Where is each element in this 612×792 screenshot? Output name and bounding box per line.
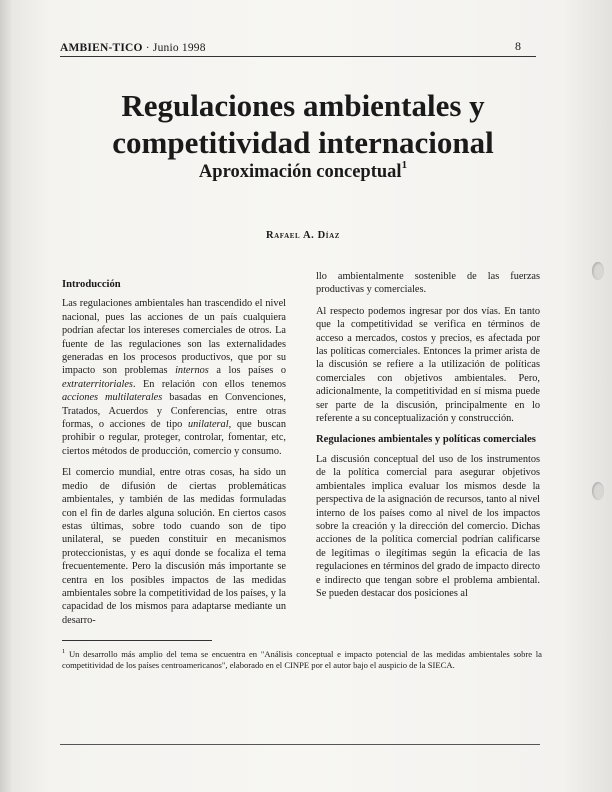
paragraph: Al respecto podemos ingresar por dos vías. En tanto que la competitividad se verifica en términos de acceso a mercados, costos y precios, es afectada por las políticas comerciales. Entonces la primer arista de la discusión se refiere a la utilización de políticas comerciales con objetivos ambientales. Pero, adicionalmente, la competitividad en sí misma puede ser parte de la discusión, principalmente en lo referente a su conceptualización y construcción. (316, 305, 540, 425)
italic-term: extraterritoriales (62, 378, 133, 390)
article-subtitle (60, 159, 546, 183)
italic-term: acciones multilaterales (62, 392, 163, 404)
page-number: 8 (515, 39, 521, 53)
article-title-line2: competitividad internacional (112, 125, 494, 160)
article-author: Rafael A. Díaz (265, 230, 341, 241)
footer-rule (60, 744, 540, 745)
punch-hole (592, 262, 604, 280)
footnote-reference: 1 (401, 159, 408, 171)
text-run: . En relación con ellos tenemos (132, 378, 286, 390)
paragraph: El comercio mundial, entre otras cosas, ha sido un medio de difusión de ciertas problemáticas ambientales, y también de las medidas formuladas con el fin de darles alguna solución. En ciertos casos estas últimas, sobre todo cuando son de tipo unilateral, se pueden constituir en mecanismos proteccionistas, y es aquí donde se focaliza el tema frecuentemente. Pero la discusión más importante se centra en los posibles impactos de las medidas ambientales sobre la competitividad de los países, y la capacidad de los mismos para adaptarse mediante un desarro- (62, 467, 286, 626)
header-rule (60, 56, 536, 57)
right-column (316, 270, 540, 608)
text-run: a los países o (208, 365, 286, 377)
subtitle-text: Aproximación conceptual (198, 162, 402, 182)
text-run: basadas en Convenciones, Tratados, Acuerdos y Conferencias, entre otras formas, o acciones de tipo (62, 392, 286, 431)
publication-name: AMBIEN-TICO (60, 42, 143, 54)
footnote-mark: 1 (62, 648, 66, 655)
paragraph: La discusión conceptual del uso de los instrumentos de la política comercial para asegurar objetivos ambientales implica evaluar los mismos desde la perspectiva de la asignación de recursos, tanto al nivel interno de los países como al nivel de los impactos sobre la creación y la dirección del comercio. Dichas acciones de la política comercial podrían calificarse de legítimas o ilegítimas según la eficacia de las regulaciones en términos del grado de impacto directo e indirecto que tengan sobre el problema ambiental. Se pueden destacar dos posiciones al (316, 453, 540, 599)
italic-term: unilateral (187, 419, 229, 431)
italic-term: internos (175, 365, 209, 377)
left-column (62, 276, 286, 635)
publication-date: · Junio 1998 (145, 42, 206, 54)
section-heading-regulaciones: Regulaciones ambientales y políticas comerciales (316, 434, 536, 446)
page-shadow-edge (0, 0, 14, 792)
article-title-line1: Regulaciones ambientales y (121, 88, 485, 123)
paragraph (62, 297, 286, 458)
section-heading-introduccion: Introducción (62, 279, 121, 290)
footnote-text: Un desarrollo más amplio del tema se encuentra en "Análisis conceptual e impacto potencial de las medidas ambientales sobre la competitividad de los países centroamericanos", elaborado en el CINPE por el autor bajo el auspicio de la SIECA. (62, 648, 542, 671)
text-run: Las regulaciones ambientales han trascendido el nivel nacional, pues las acciones de un país cualquiera podrían afectar los intereses comerciales de otros. La fuente de las regulaciones son las externalidades generadas en los procesos productivos, que por su impacto son problemas (62, 298, 286, 377)
running-header (60, 42, 206, 54)
footnote (62, 646, 542, 671)
text-run: , que buscan prohibir o regular, proteger, controlar, fomentar, etc, ciertos métodos de producción, comercio y consumo. (62, 419, 286, 457)
footnote-rule (62, 640, 212, 641)
punch-hole (592, 482, 604, 500)
paragraph: llo ambientalmente sostenible de las fuerzas productivas y comerciales. (316, 271, 540, 296)
